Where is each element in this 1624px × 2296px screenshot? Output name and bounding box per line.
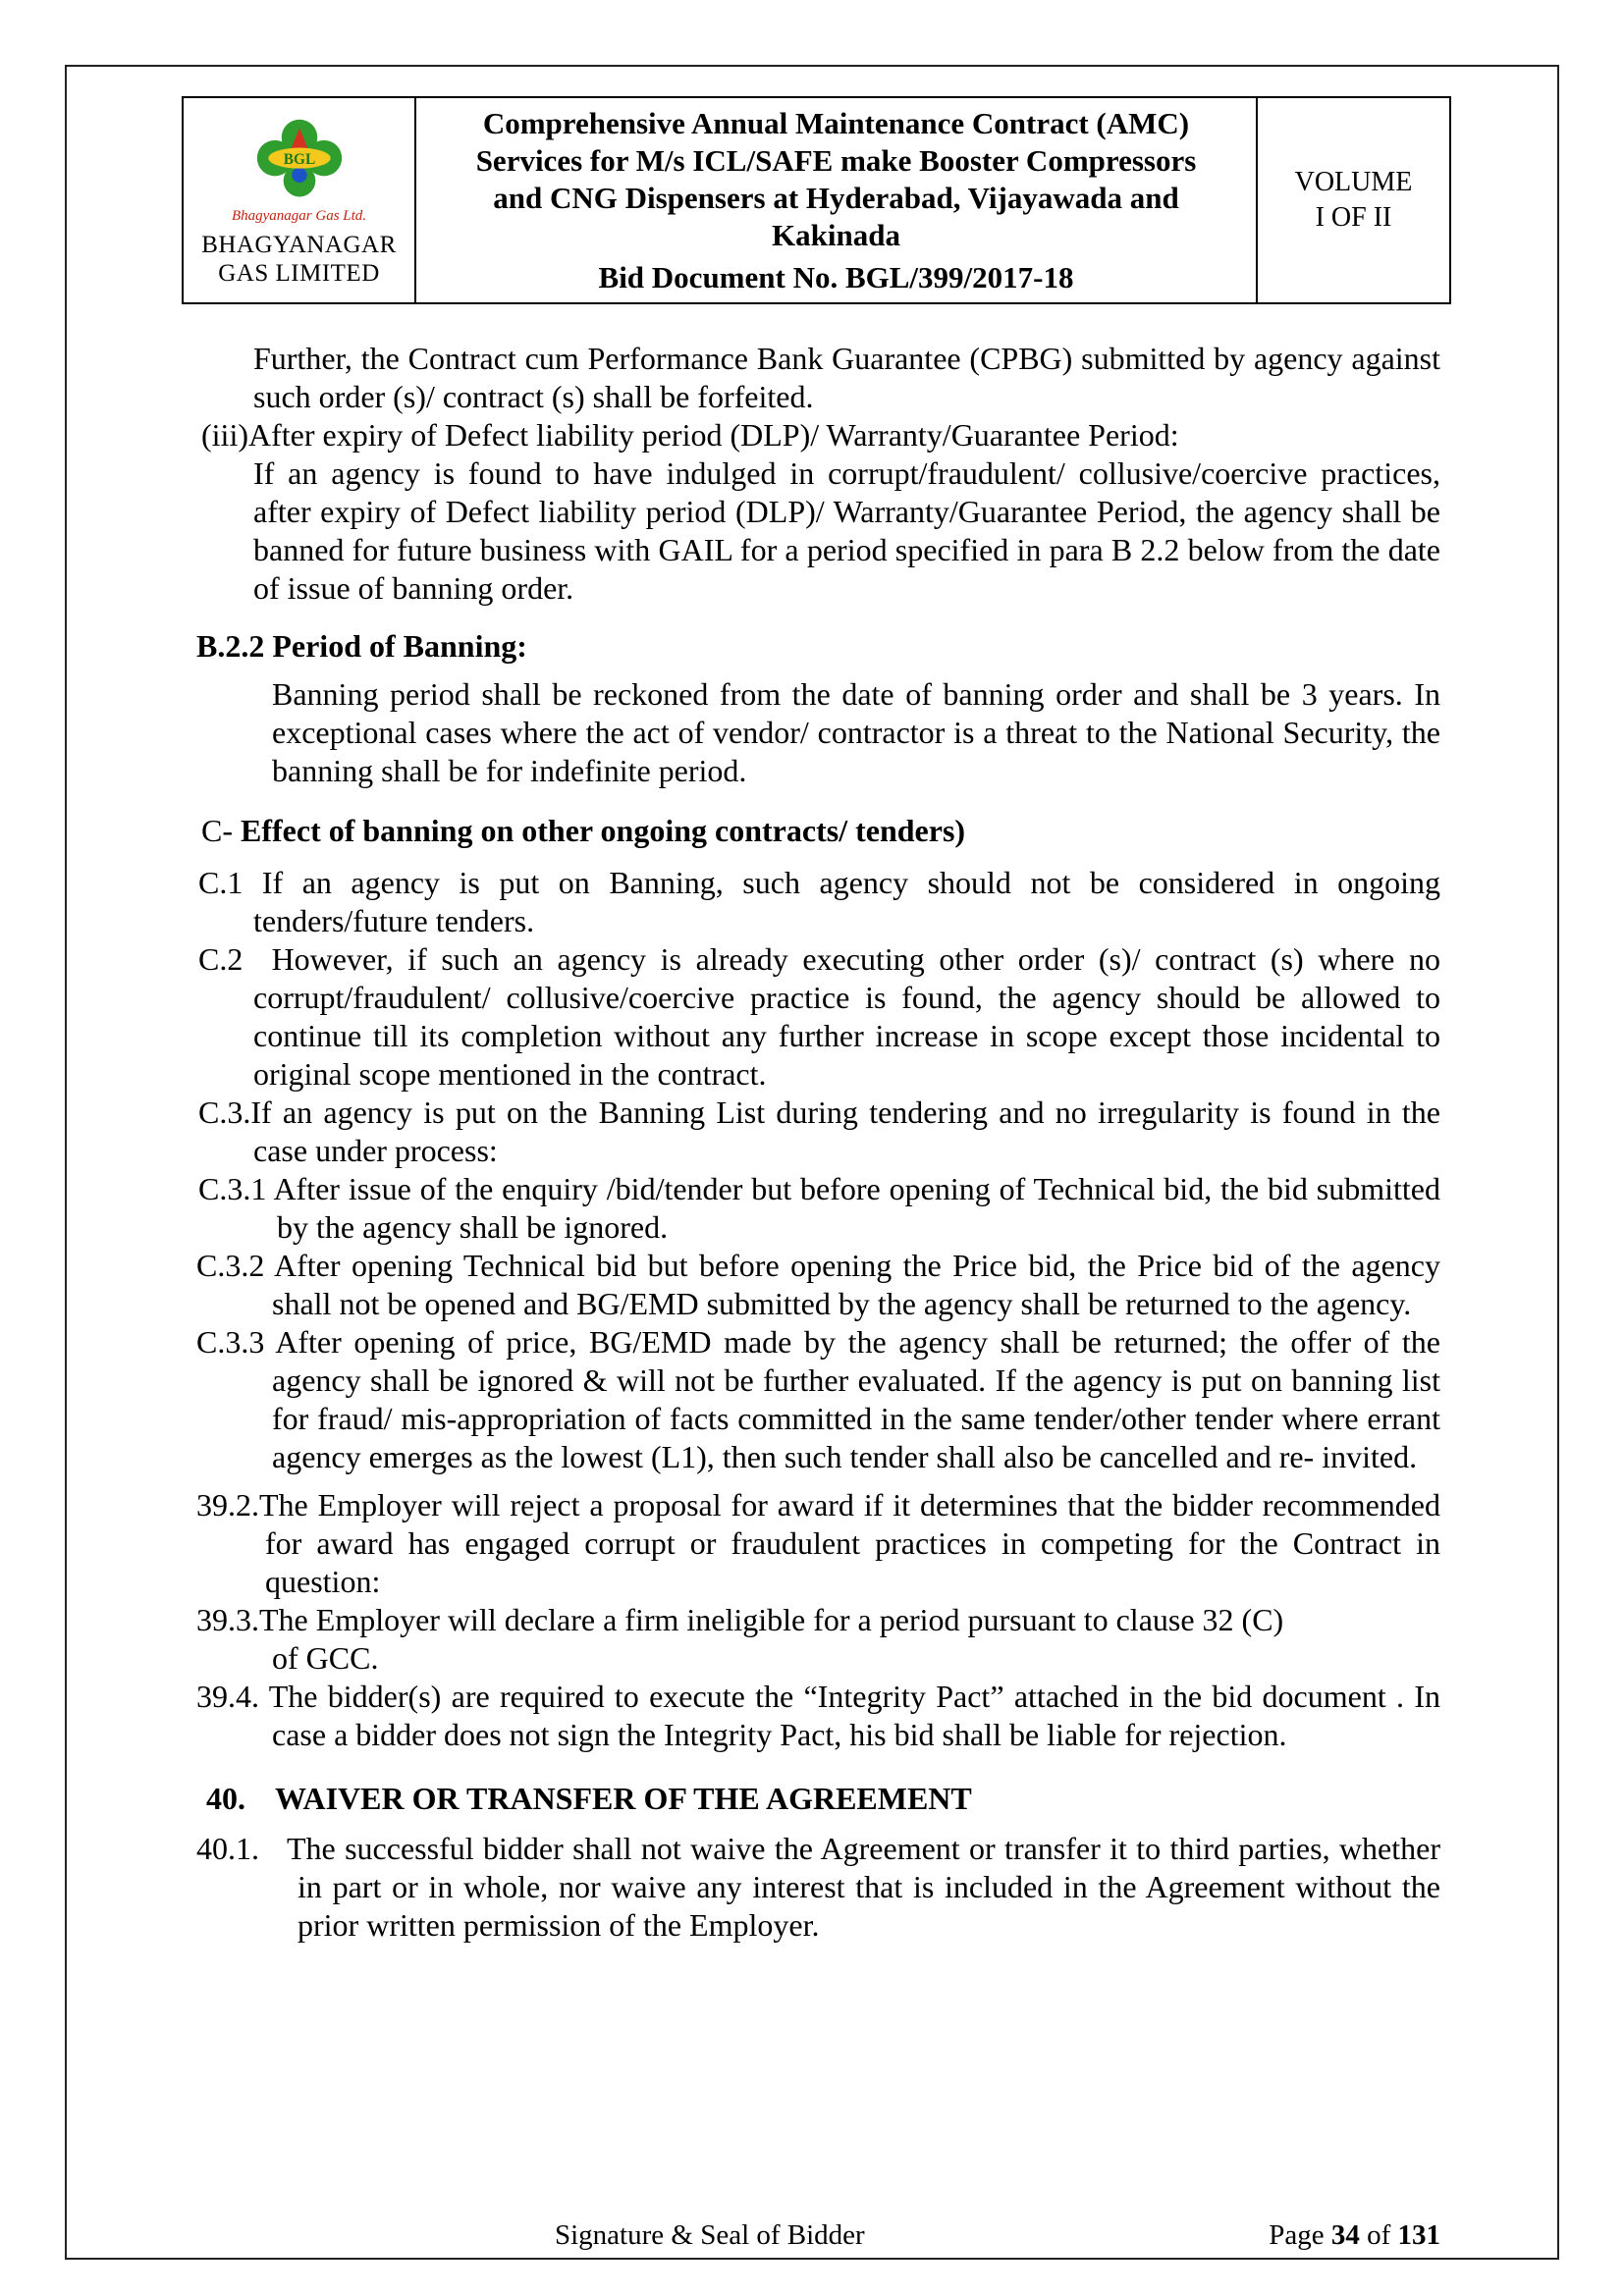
text-run: (iii) [201,417,248,453]
heading-b22-period-of-banning [196,627,1440,666]
page-current: 34 [1330,2219,1360,2251]
text-run: of GCC. [272,1640,379,1676]
header-title-line: Kakinada [772,217,900,252]
header-volume-cell [1258,98,1449,302]
text-run: C.1 If an agency is put on Banning, such agency should not be considered in ongoing tenders/future tenders. [198,865,1440,938]
page-of-label: of [1359,2219,1398,2251]
text-run: C- [201,813,241,848]
text-run: C.3.If an agency is put on the Banning List during tendering and no irregularity is found in the case under process: [198,1095,1440,1168]
page-total: 131 [1397,2219,1440,2251]
volume-label-line1: VOLUME [1294,167,1413,197]
page-label: Page [1269,2219,1331,2251]
header-title-line: Comprehensive Annual Maintenance Contract (AMC) [482,105,1190,140]
text-run: 40. [206,1781,245,1816]
para-banning-period [272,675,1440,790]
para-cpbg-forfeit [253,340,1440,416]
clause-c32 [196,1247,1440,1323]
text-run: The successful bidder shall not waive the Agreement or transfer it to third parties, whether in part or in whole, nor waive any interest that is included in the Agreement without the prior written permission of the Employer. [287,1831,1440,1943]
text-run: 39.3.The Employer will declare a firm ineligible for a period pursuant to clause 32 (C) [196,1602,1284,1637]
clause-c1 [198,864,1440,940]
header-title-line: and CNG Dispensers at Hyderabad, Vijayawada and [493,180,1179,215]
text-run: C.2 However, if such an agency is already executing other order (s)/ contract (s) where no corrupt/fraudulent/ collusive/coercive practice is found, the agency should be allowed to continue till its completion without any further increase in scope except those incidental to original scope mentioned in the contract. [198,941,1440,1092]
header-title-cell [416,98,1258,302]
clause-392 [196,1486,1440,1601]
text-run: 39.2.The Employer will reject a proposal for award if it determines that the bidder recommended for award has engaged corrupt or fraudulent practices in competing for the Contract in question: [196,1487,1440,1599]
text-run: Further, the Contract cum Performance Bank Guarantee (CPBG) submitted by agency against such order (s)/ contract (s) shall be forfeited. [253,341,1440,414]
volume-label-line2: I OF II [1315,202,1392,233]
header-title-line: Services for M/s ICL/SAFE make Booster Compressors [475,142,1197,178]
signature-seal-label: Signature & Seal of Bidder [555,2219,865,2251]
page-footer [196,2213,1440,2252]
company-name-line1: BHAGYANAGAR [201,232,397,258]
text-run: After expiry of Defect liability period (DLP)/ Warranty/Guarantee Period: [247,417,1179,453]
clause-c33 [196,1323,1440,1476]
clause-c31 [198,1170,1440,1247]
gas-drop-icon [292,168,306,183]
bid-document-number: Bid Document No. BGL/399/2017-18 [598,259,1074,294]
header-logo-cell [184,98,416,302]
company-logo-icon [235,113,364,207]
text-run: C.3.2 After opening Technical bid but before opening the Price bid, the Price bid of the agency shall not be opened and BG/EMD submitted by the agency shall be returned to the agency. [196,1248,1440,1321]
heading-c-effect-of-banning [201,812,1440,850]
text-run: Banning period shall be reckoned from the date of banning order and shall be 3 years. In exceptional cases where the act of vendor/ contractor is a threat to the National Security, the banning shall be for indefinite period. [272,676,1440,788]
text-run: WAIVER OR TRANSFER OF THE AGREEMENT [275,1781,972,1816]
logo-acronym: BGL [283,150,315,168]
header-title-lines [476,105,1197,254]
clause-401 [196,1830,1440,1945]
text-run: C.3.1 After issue of the enquiry /bid/tender but before opening of Technical bid, the bid submitted by the agency shall be ignored. [198,1171,1440,1245]
text-run: If an agency is found to have indulged in corrupt/fraudulent/ collusive/coercive practices, after expiry of Defect liability period (DLP)/ Warranty/Guarantee Period, the agency shall be banned for future business with GAIL for a period specified in para B 2.2 below from the date of issue of banning order. [253,455,1440,606]
document-header [182,96,1451,304]
logo-tagline: Bhagyanagar Gas Ltd. [231,208,367,224]
page-border [65,65,1559,2260]
clause-c3 [198,1094,1440,1170]
text-run: B.2.2 Period of Banning: [196,628,527,664]
clause-c2 [198,940,1440,1094]
page-number [1269,2219,1440,2252]
heading-40-waiver [206,1780,1440,1818]
text-run: Effect of banning on other ongoing contracts/ tenders) [241,813,966,848]
document-body [196,340,1440,1945]
company-name-line2: GAS LIMITED [218,260,380,287]
clause-394 [196,1678,1440,1754]
text-run: C.3.3 After opening of price, BG/EMD made by the agency shall be returned; the offer of the agency shall be ignored & will not be further evaluated. If the agency is put on banning list for fraud/ mis-appropriation of facts committed in the same tender/other tender where errant agency emerges as the lowest (L1), then such tender shall also be cancelled and re- invited. [196,1324,1440,1474]
text-run: 39.4. The bidder(s) are required to execute the “Integrity Pact” attached in the bid document . In case a bidder does not sign the Integrity Pact, his bid shall be liable for rejection. [196,1679,1440,1752]
text-run: 40.1. [196,1831,259,1866]
clause-393 [196,1601,1440,1678]
clause-iii-dlp-expiry [201,416,1440,608]
